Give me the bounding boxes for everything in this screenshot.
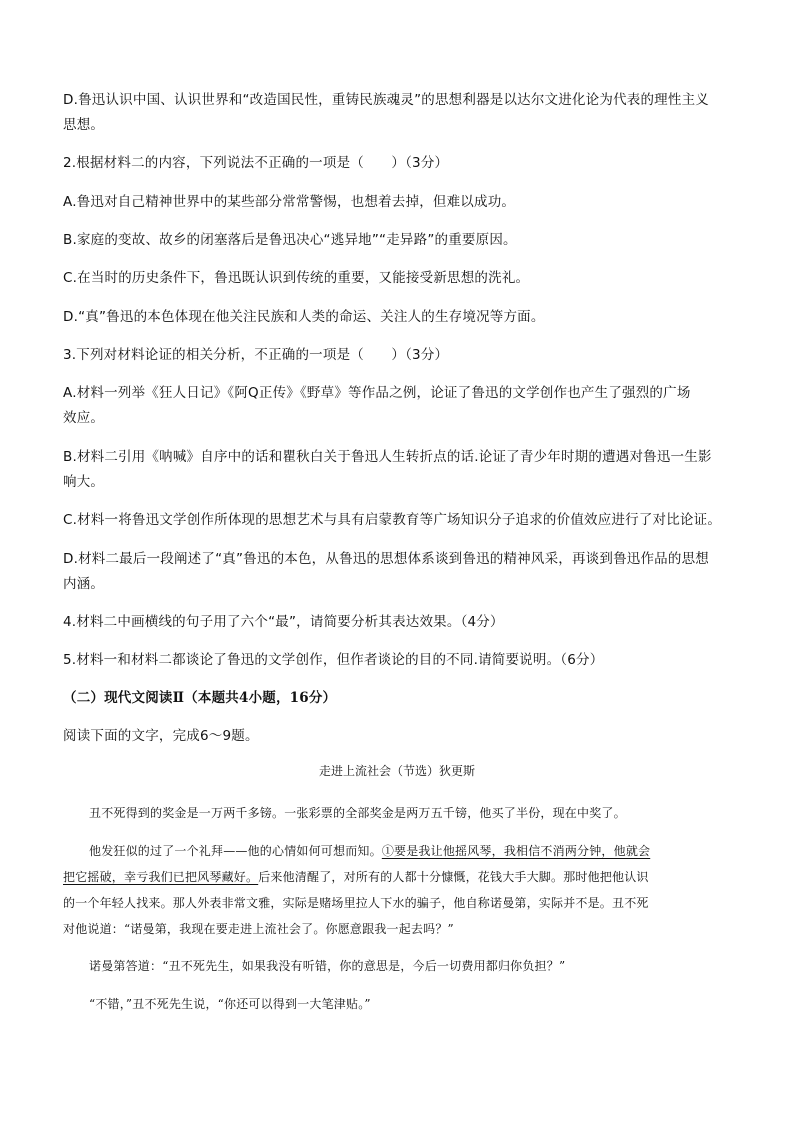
q3-option-b-line1: B.材料二引用《呐喊》自序中的话和瞿秋白关于鲁迅人生转折点的话.论证了青少年时期的遭遇对鲁迅一生影 (63, 449, 712, 465)
paragraph-2-text-c: 的一个年轻人找来。那人外表非常文雅，实际是赌场里拉人下水的骗子，他自称诺曼第，实际并不是。丑不死 (63, 896, 649, 910)
passage-title: 走进上流社会（节选）狄更斯 (318, 764, 475, 778)
underlined-sentence-part-2: 把它摇破，幸亏我们已把风琴藏好。 (63, 870, 259, 884)
passage-paragraph-3: 诺曼第答道：“丑不死先生，如果我没有听错，你的意思是，今后一切费用都归你负担？” (89, 959, 566, 973)
q2-option-c: C.在当时的历史条件下，鲁迅既认识到传统的重要，又能接受新思想的洗礼。 (63, 270, 530, 286)
passage-paragraph-4: “不错，”丑不死先生说，“你还可以得到一大笔津贴。” (89, 997, 371, 1011)
q3-option-a-line2: 效应。 (63, 410, 105, 426)
underlined-sentence-part-1: ①要是我让他摇风琴，我相信不消两分钟，他就会 (381, 844, 651, 858)
q3-option-d-line1: D.材料二最后一段阐述了“真”鲁迅的本色，从鲁迅的思想体系谈到鲁迅的精神风采，再谈到鲁迅作品的思想 (63, 551, 709, 567)
q1-option-d-line2: 思想。 (63, 117, 105, 133)
passage-paragraph-1: 丑不死得到的奖金是一万两千多镑。一张彩票的全部奖金是两万五千镑，他买了半份，现在中奖了。 (89, 806, 626, 820)
q2-option-b: B.家庭的变故、故乡的闭塞落后是鲁迅决心“逃异地”“走异路”的重要原因。 (63, 232, 517, 248)
q3-option-a-line1: A.材料一列举《狂人日记》《阿Q正传》《野草》等作品之例，论证了鲁迅的文学创作也产生了强烈的广场 (63, 385, 691, 401)
reading-instruction: 阅读下面的文字，完成6～9题。 (63, 728, 259, 744)
q2-option-d: D.“真”鲁迅的本色体现在他关注民族和人类的命运、关注人的生存境况等方面。 (63, 309, 545, 325)
section-heading: （二）现代文阅读Ⅱ（本题共4小题，16分） (63, 690, 337, 706)
q3-stem: 3.下列对材料论证的相关分析，不正确的一项是（ ）（3分） (63, 347, 449, 363)
q2-stem: 2.根据材料二的内容，下列说法不正确的一项是（ ）（3分） (63, 155, 449, 171)
paragraph-2-text-a: 他发狂似的过了一个礼拜——他的心情如何可想而知。 (89, 844, 382, 858)
q3-option-b-line2: 响大。 (63, 474, 105, 490)
q3-option-c: C.材料一将鲁迅文学创作所体现的思想艺术与具有启蒙教育等广场知识分子追求的价值效应进行了对比论证。 (63, 512, 722, 528)
passage-paragraph-2 (63, 838, 733, 942)
q4: 4.材料二中画横线的句子用了六个“最”，请简要分析其表达效果。（4分） (63, 614, 504, 630)
q2-option-a: A.鲁迅对自己精神世界中的某些部分常常警惕，也想着去掉，但难以成功。 (63, 194, 516, 210)
paragraph-2-text-d: 对他说道：“诺曼第，我现在要走进上流社会了。你愿意跟我一起去吗？” (63, 922, 454, 936)
paragraph-2-text-b: 后来他清醒了，对所有的人都十分慷慨，花钱大手大脚。那时他把他认识 (258, 870, 649, 884)
q5: 5.材料一和材料二都谈论了鲁迅的文学创作，但作者谈论的目的不同.请简要说明。（6分） (63, 652, 604, 668)
q3-option-d-line2: 内涵。 (63, 576, 105, 592)
q1-option-d-line1: D.鲁迅认识中国、认识世界和“改造国民性，重铸民族魂灵”的思想利器是以达尔文进化论为代表的理性主义 (63, 92, 709, 108)
